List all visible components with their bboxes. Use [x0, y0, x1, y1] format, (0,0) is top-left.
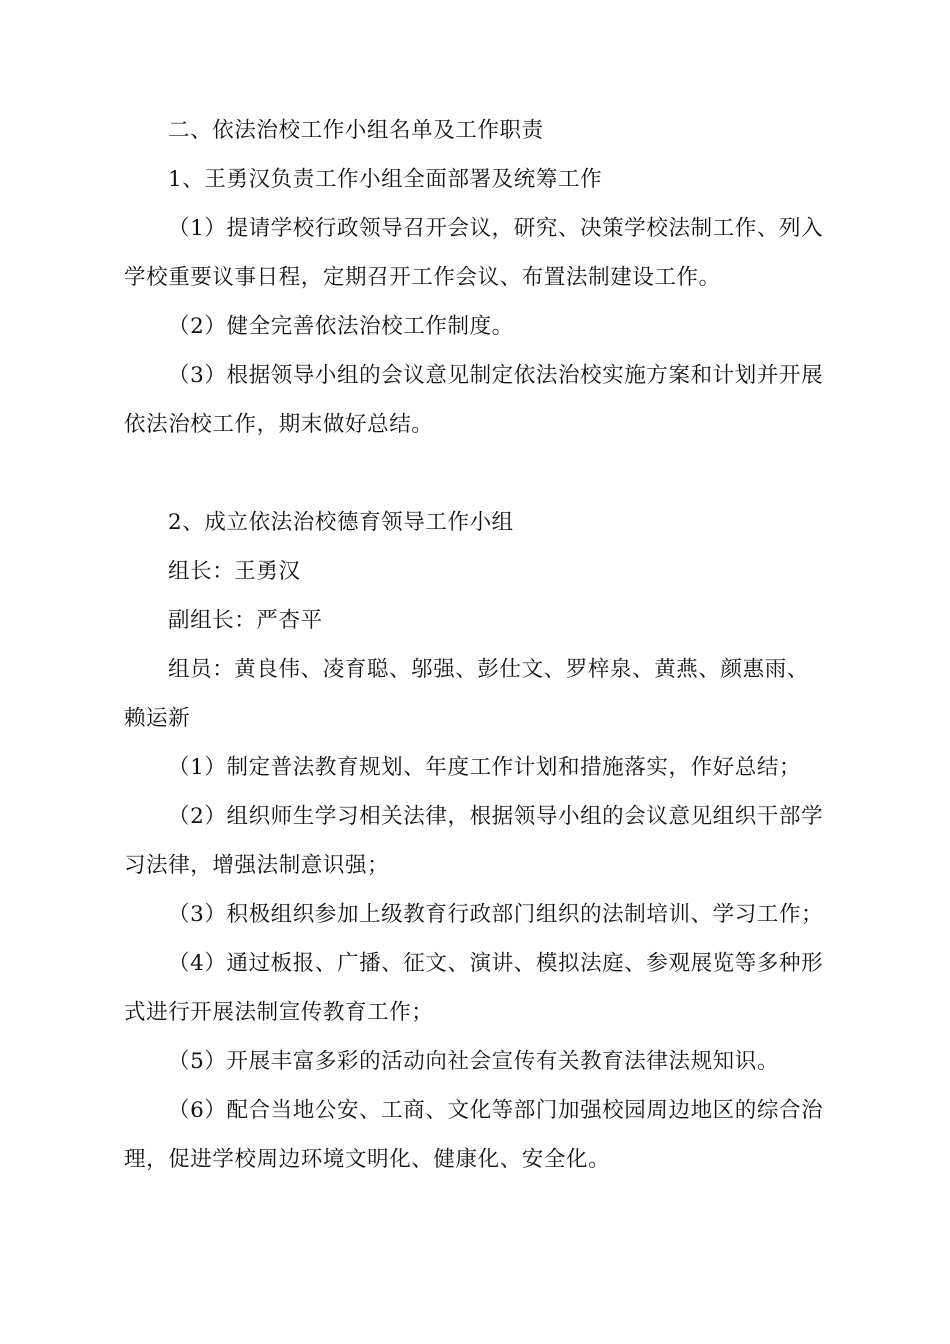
item1-point-1: （1）提请学校行政领导召开会议，研究、决策学校法制工作、列入学校重要议事日程，定期召开工作会议、布置法制建设工作。 — [124, 216, 824, 290]
item1-title: 1、王勇汉负责工作小组全面部署及统筹工作 — [168, 167, 603, 192]
item1-point-2: （2）健全完善依法治校工作制度。 — [168, 314, 514, 339]
item2-point-3: （3）积极组织参加上级教育行政部门组织的法制培训、学习工作； — [168, 902, 824, 927]
item1-point-3: （3）根据领导小组的会议意见制定依法治校实施方案和计划并开展依法治校工作，期末做好总结。 — [124, 363, 824, 437]
item2-point-5: （5）开展丰富多彩的活动向社会宣传有关教育法律法规知识。 — [168, 1049, 779, 1074]
item2-point-4: （4）通过板报、广播、征文、演讲、模拟法庭、参观展览等多种形式进行开展法制宣传教育工作； — [124, 951, 824, 1025]
group-leader: 组长：王勇汉 — [168, 559, 301, 584]
item2-point-2: （2）组织师生学习相关法律，根据领导小组的会议意见组织干部学习法律，增强法制意识强； — [124, 804, 824, 878]
group-members: 组员：黄良伟、凌育聪、邬强、彭仕文、罗梓泉、黄燕、颜惠雨、赖运新 — [124, 657, 809, 731]
item2-point-6: （6）配合当地公安、工商、文化等部门加强校园周边地区的综合治理，促进学校周边环境文明化、健康化、安全化。 — [124, 1098, 824, 1172]
document-body — [124, 106, 824, 1184]
paragraph-gap — [124, 449, 824, 498]
item2-point-1: （1）制定普法教育规划、年度工作计划和措施落实，作好总结； — [168, 755, 802, 780]
section-heading: 二、依法治校工作小组名单及工作职责 — [168, 118, 544, 143]
group-deputy-leader: 副组长：严杏平 — [168, 608, 323, 633]
item2-title: 2、成立依法治校德育领导工作小组 — [168, 510, 514, 535]
